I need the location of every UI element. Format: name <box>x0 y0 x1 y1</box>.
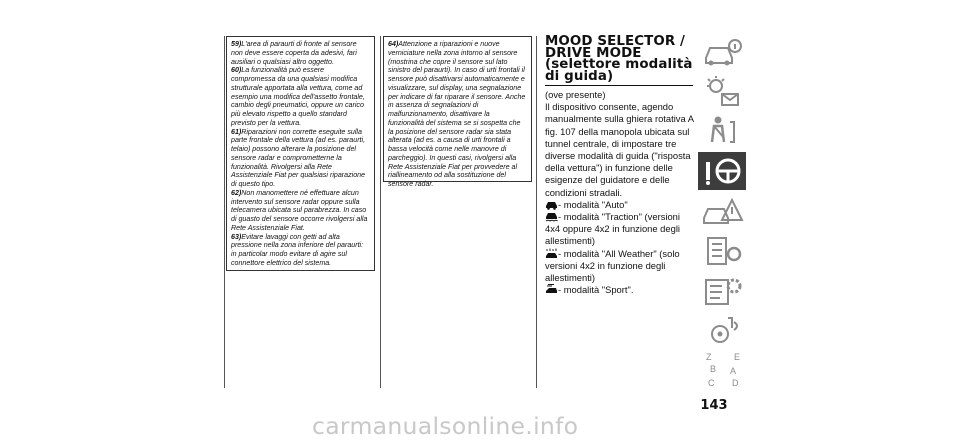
heading-underline <box>545 85 693 86</box>
warning-triangle-icon <box>698 192 746 230</box>
sidebar-item-safety[interactable] <box>698 112 746 150</box>
mode-item-traction <box>545 211 695 248</box>
column-rule-center <box>380 36 381 388</box>
note-item <box>231 40 370 66</box>
sidebar-item-service[interactable] <box>698 232 746 270</box>
dashboard-lights-icon <box>698 72 746 110</box>
index-letter: B <box>710 364 717 374</box>
note-number: 61) <box>231 127 242 136</box>
section-subtitle: (ove presente) <box>545 89 606 100</box>
notes-list-middle <box>388 40 527 189</box>
heading-line: DRIVE MODE <box>545 45 642 61</box>
multimedia-icon <box>698 312 746 350</box>
note-item <box>231 189 370 233</box>
watermark: carmanualsonline.info <box>312 412 579 440</box>
sidebar-item-warning[interactable] <box>698 192 746 230</box>
mode-label: - modalità "Auto" <box>558 198 628 210</box>
note-number: 62) <box>231 188 242 197</box>
column-rule-right <box>536 36 537 388</box>
service-checklist-icon <box>698 232 746 270</box>
note-number: 60) <box>231 66 242 75</box>
note-item <box>388 40 527 189</box>
note-number: 59) <box>231 40 242 48</box>
sidebar-item-multimedia[interactable] <box>698 312 746 350</box>
note-number: 63) <box>231 232 242 241</box>
sidebar-item-car-info[interactable] <box>698 32 746 70</box>
section-body <box>545 89 695 296</box>
index-letter: D <box>732 378 739 388</box>
mode-item-all-weather <box>545 248 695 285</box>
mood-selector-section <box>545 36 695 296</box>
heading-line: di guida) <box>545 68 614 84</box>
traction-mode-icon <box>545 211 558 222</box>
note-number: 64) <box>388 40 399 48</box>
notes-box-middle <box>383 36 532 188</box>
note-text: Non manomettere né effettuare alcun intervento sul sensore radar oppure sulla telecamera ubicata sul parabrezza. In caso di guasto del sensore occorre rivolgersi alla Rete Assistenziale Fiat. <box>231 188 368 232</box>
sidebar-item-starting-driving[interactable] <box>698 152 746 190</box>
mode-label: - modalità "Traction" (versioni 4x4 oppure 4x2 in funzione degli allestimenti) <box>545 211 680 247</box>
notes-list-left <box>231 40 370 268</box>
index-letter: E <box>734 352 741 362</box>
mode-item-auto <box>545 199 695 211</box>
index-letter: Z <box>706 352 712 362</box>
note-text: Riparazioni non corrette eseguite sulla parte frontale della vettura (ad es. paraurti, telaio) possono alterare la posizione del sensore radar e comprometterne la funzionalità. Rivolgersi alla Rete Assistenziale Fiat per qualsiasi riparazione di questo tipo. <box>231 127 366 188</box>
sidebar-item-dashboard-lights[interactable] <box>698 72 746 110</box>
safety-belt-icon <box>698 112 746 150</box>
page-number: 143 <box>700 398 728 413</box>
index-letter: A <box>730 366 737 376</box>
sport-mode-icon <box>545 284 558 295</box>
index-letter: C <box>708 378 715 388</box>
notes-box-left <box>226 36 375 271</box>
sidebar-item-index[interactable] <box>698 350 746 388</box>
note-item <box>231 233 370 268</box>
note-text: Attenzione a riparazioni e nuove verniciature nella zona intorno al sensore (mostrina che copre il sensore sul lato sinistro del paraurti). In caso di urti frontali il sensore può disattivarsi automaticamente e visualizzare, sul display, una segnalazione per indicare di far riparare il sensore. Anche in assenza di segnalazioni di malfunzionamento, disattivare la funzionalità del sistema se si sospetta che la posizione del sensore radar sia stata alterata (ad es. a causa di urti frontali a bassa velocità come nelle manovre di parcheggio). In questi casi, rivolgersi alla Rete Assistenziale Fiat per provvedere al riallineamento od alla sostituzione del sensore radar. <box>388 40 526 188</box>
mode-label: - modalità "All Weather" (solo versioni 4x2 in funzione degli allestimenti) <box>545 247 680 284</box>
car-info-icon <box>698 32 746 70</box>
note-item <box>231 66 370 127</box>
svg-text:ZEBACD <box>706 352 740 388</box>
alphabetical-index-icon <box>698 350 746 392</box>
auto-mode-icon <box>545 199 558 210</box>
note-item <box>231 128 370 189</box>
steering-wheel-icon <box>698 152 746 190</box>
column-rule-left <box>224 36 225 388</box>
maintenance-gear-icon <box>698 272 746 310</box>
section-paragraph: Il dispositivo consente, agendo manualmente sulla ghiera rotativa A fig. 107 della manopola ubicata sul tunnel centrale, di impostare tre diverse modalità di guida ("risposta della vettura") in funzione delle esigenze del guidatore e delle condizioni stradali. <box>545 101 694 198</box>
all-weather-mode-icon <box>545 248 558 259</box>
heading-line: MOOD SELECTOR / <box>545 34 686 49</box>
mode-item-sport <box>545 284 695 296</box>
sidebar-item-maintenance[interactable] <box>698 272 746 310</box>
heading-line: (selettore modalità <box>545 57 693 72</box>
section-heading <box>545 36 695 82</box>
note-text: La funzionalità può essere compromessa da una qualsiasi modifica strutturale apportata alla vettura, come ad esempio una modifica dell'assetto frontale, cambio degli pneumatici, oppure un carico più elevato rispetto a quello standard previsto per la vettura. <box>231 66 365 127</box>
note-text: L'area di paraurti di fronte al sensore non deve essere coperta da adesivi, fari ausiliari o qualsiasi altro oggetto. <box>231 40 357 66</box>
mode-label: - modalità "Sport". <box>558 284 634 296</box>
note-text: Evitare lavaggi con getti ad alta pressione nella zona inferiore del paraurti: in particolar modo evitare di agire sul connettore elettrico del sistema. <box>231 232 364 267</box>
